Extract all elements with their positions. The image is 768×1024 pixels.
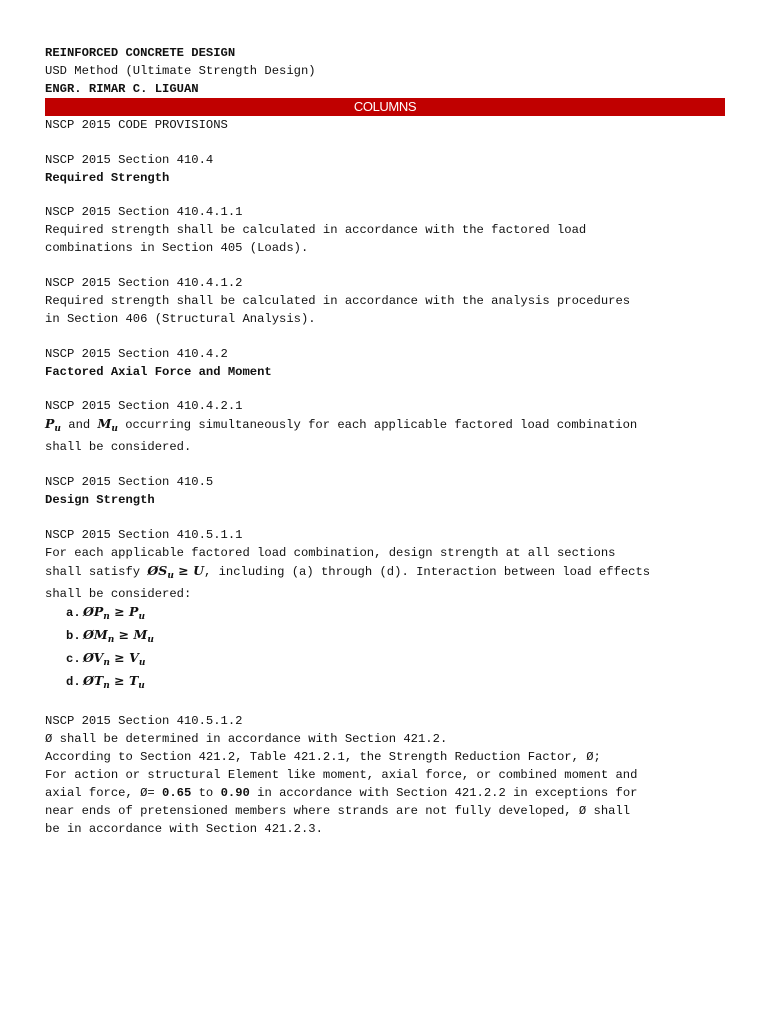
method-subtitle: USD Method (Ultimate Strength Design) — [45, 64, 316, 78]
section-ref: NSCP 2015 Section 410.4.1.1 — [45, 205, 243, 220]
section-banner: COLUMNS — [45, 98, 725, 116]
paragraph-line: be in accordance with Section 421.2.3. — [45, 821, 323, 836]
paragraph-line: near ends of pretensioned members where strands are not fully developed, Ø shall — [45, 803, 631, 818]
list-item: a. $ØP_n \ge P_u$ — [66, 603, 145, 622]
paragraph-line: Required strength shall be calculated in accordance with the analysis procedures — [45, 294, 631, 309]
section-ref: NSCP 2015 Section 410.5.1.2 — [45, 713, 243, 728]
list-item: b. $ØM_n \ge M_u$ — [66, 626, 154, 645]
paragraph-line: shall be considered: — [45, 586, 192, 601]
paragraph-line: $P_u$ and $M_u$ occurring simultaneously for each applicable factored load combination — [45, 416, 638, 435]
paragraph-line: According to Section 421.2, Table 421.2.1, the Strength Reduction Factor, Ø; — [45, 749, 601, 764]
phi-value-max: 0.90 — [220, 785, 250, 800]
math-symbol: $M_u$ — [97, 416, 118, 435]
paragraph-line: Ø shall be determined in accordance with Section 421.2. — [45, 731, 448, 746]
section-ref: NSCP 2015 Section 410.4.2 — [45, 346, 228, 361]
document-page — [45, 44, 725, 838]
list-item: c. $ØV_n \ge V_u$ — [66, 649, 146, 668]
paragraph-line: shall satisfy $ØS_u \ge U$, including (a) through (d). Interaction between load effects — [45, 562, 651, 581]
math-symbol: $P_u$ — [45, 416, 61, 435]
section-ref: NSCP 2015 Section 410.4.1.2 — [45, 276, 243, 291]
paragraph-line: axial force, Ø= 0.65 to 0.90 in accordance with Section 421.2.2 in exceptions for — [45, 785, 638, 800]
document-title: REINFORCED CONCRETE DESIGN — [45, 46, 236, 60]
paragraph-line: in Section 406 (Structural Analysis). — [45, 312, 316, 327]
phi-value-min: 0.65 — [162, 785, 192, 800]
section-ref: NSCP 2015 Section 410.4 — [45, 152, 214, 167]
list-item: d. $ØT_n \ge T_u$ — [66, 672, 145, 691]
paragraph-line: For action or structural Element like moment, axial force, or combined moment and — [45, 767, 638, 782]
paragraph-line: For each applicable factored load combination, design strength at all sections — [45, 545, 616, 560]
section-heading: Required Strength — [45, 170, 170, 185]
paragraph-line: Required strength shall be calculated in accordance with the factored load — [45, 223, 587, 238]
strength-requirements-list — [45, 603, 725, 695]
section-ref: NSCP 2015 Section 410.5.1.1 — [45, 527, 243, 542]
math-symbol: $ØS_u \ge U$ — [147, 562, 204, 581]
code-provisions-heading: NSCP 2015 CODE PROVISIONS — [45, 118, 228, 132]
section-ref: NSCP 2015 Section 410.4.2.1 — [45, 399, 243, 414]
section-heading: Design Strength — [45, 493, 155, 508]
paragraph-line: combinations in Section 405 (Loads). — [45, 241, 309, 256]
section-ref: NSCP 2015 Section 410.5 — [45, 475, 214, 490]
paragraph-line: shall be considered. — [45, 440, 192, 455]
author-name: ENGR. RIMAR C. LIGUAN — [45, 82, 199, 96]
section-heading: Factored Axial Force and Moment — [45, 364, 272, 379]
